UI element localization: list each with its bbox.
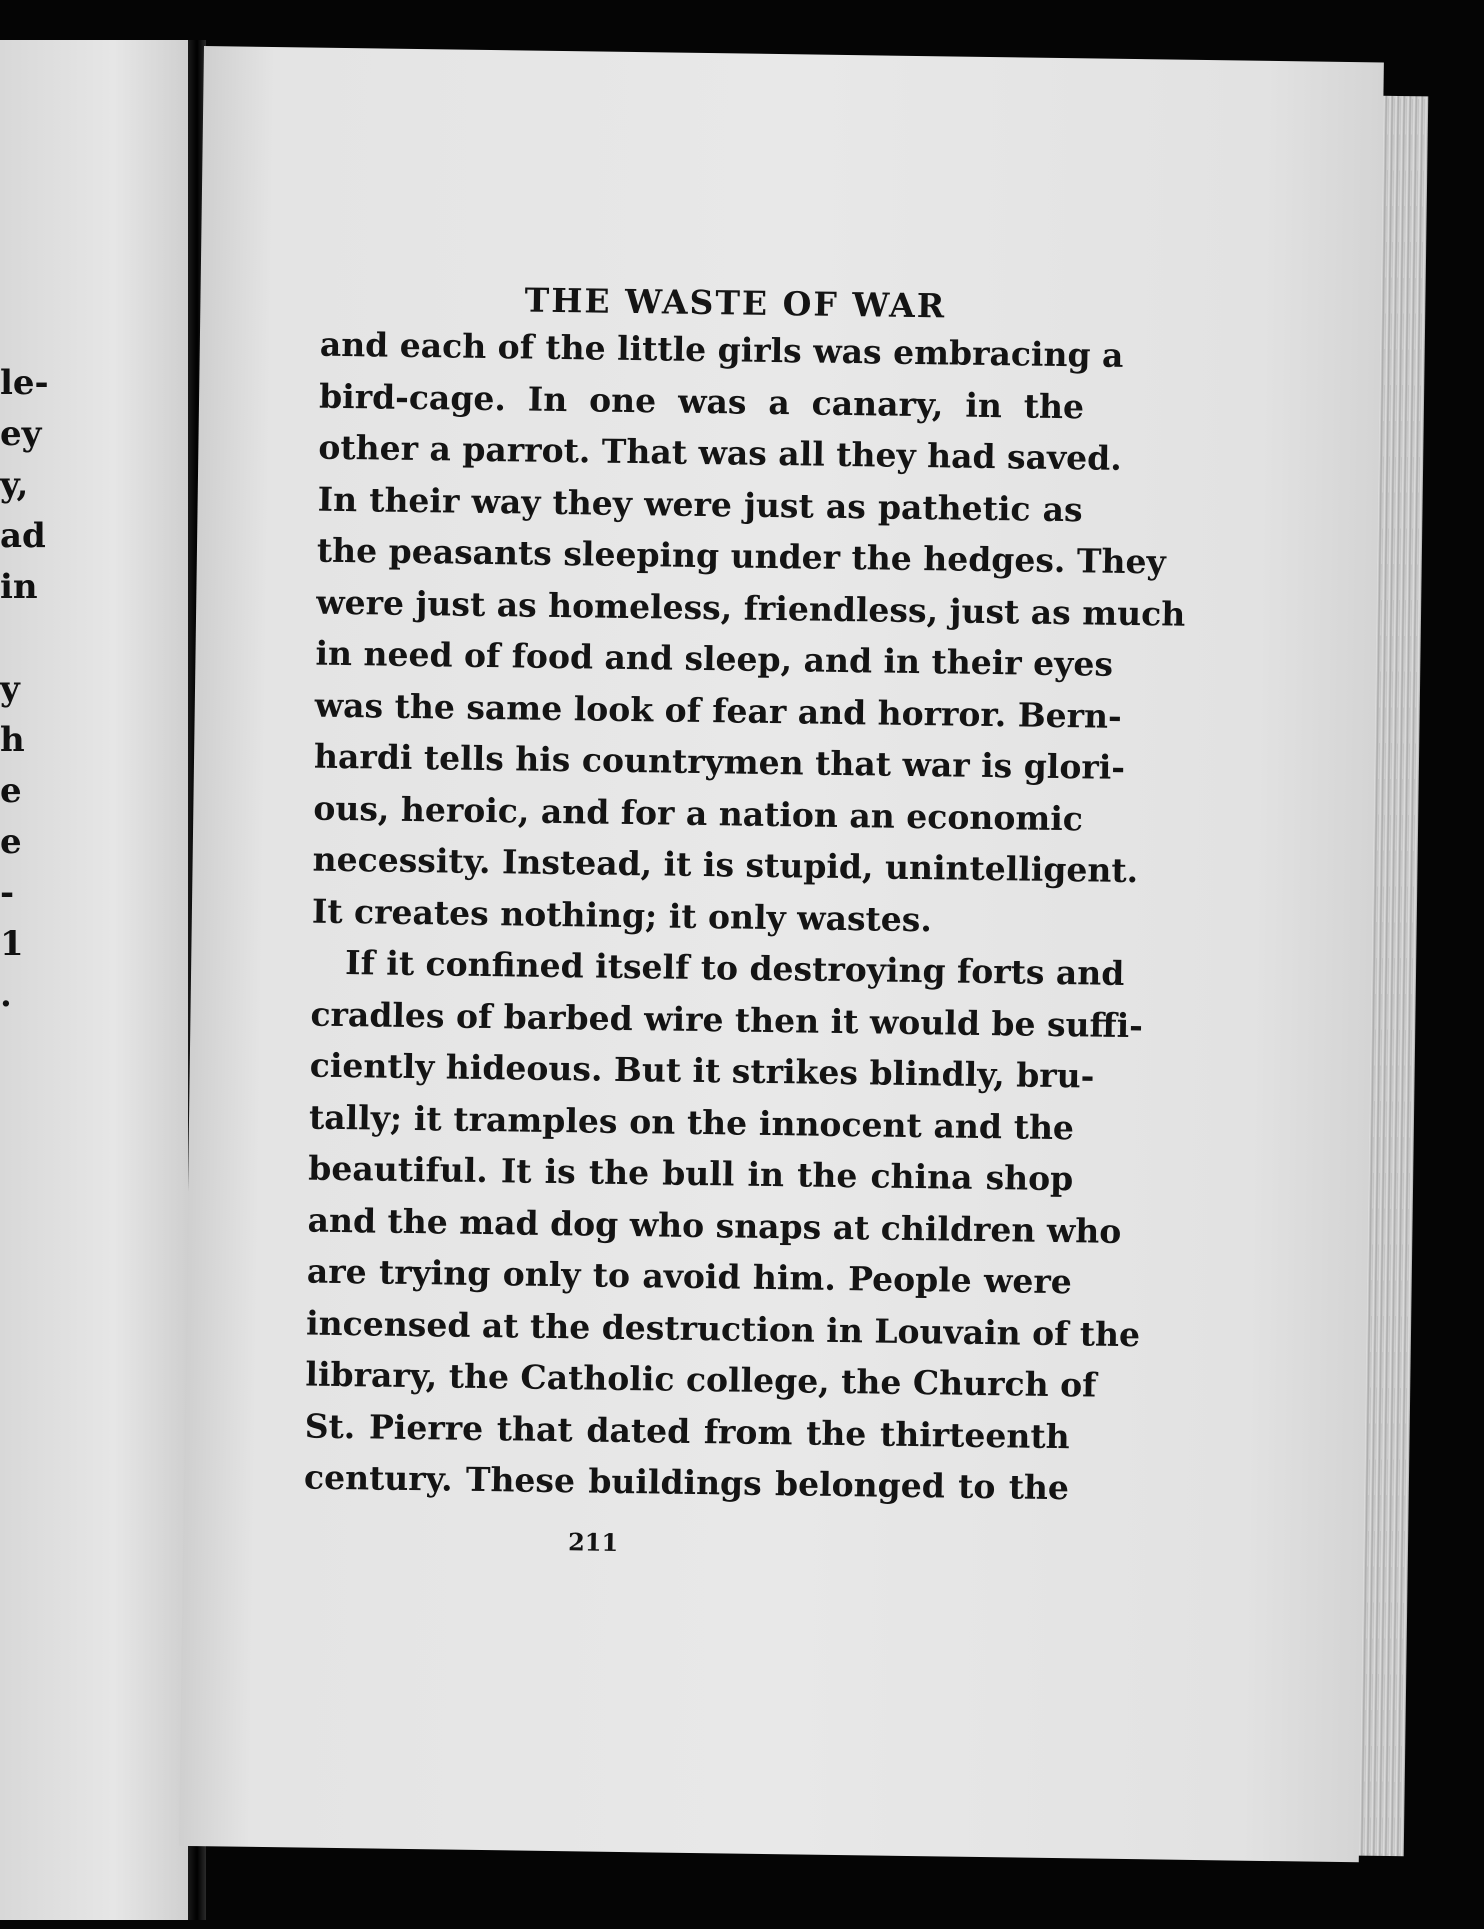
left-page — [0, 40, 190, 1920]
text-line: It creates nothing; it only wastes. — [311, 891, 933, 939]
running-head: THE WASTE OF WAR — [524, 280, 947, 326]
left-fragment: h — [0, 720, 25, 760]
left-fragment: e — [0, 822, 22, 862]
text-line: ciently hideous. But it strikes blindly, bru- — [309, 1045, 1095, 1096]
text-line: cradles of barbed wire then it would be suffi- — [310, 994, 1144, 1045]
text-line: and each of the little girls was embracing a — [319, 324, 1124, 375]
right-page — [179, 46, 1384, 1862]
left-fragment: ad — [0, 516, 46, 556]
left-fragment: - — [0, 873, 15, 913]
left-fragment: ey — [0, 414, 42, 454]
page-text-block — [303, 278, 1186, 1563]
text-line: necessity. Instead, it is stupid, unintelligent. — [312, 839, 1139, 891]
left-fragment: le- — [0, 363, 49, 403]
text-line: tally; it tramples on the innocent and the — [308, 1097, 1075, 1147]
left-fragment: e — [0, 771, 22, 811]
text-line: the peasants sleeping under the hedges. They — [316, 530, 1166, 582]
text-line: bird-cage. In one was a canary, in the — [318, 376, 1085, 426]
text-line: was the same look of fear and horror. Bern- — [314, 685, 1123, 736]
text-line: If it confined itself to destroying forts and — [344, 943, 1125, 993]
text-line: and the mad dog who snaps at children who — [307, 1200, 1122, 1251]
text-line: beautiful. It is the bull in the china shop — [308, 1148, 1074, 1199]
left-fragment: y, — [0, 465, 29, 505]
left-fragment: in — [0, 567, 38, 607]
text-line: ous, heroic, and for a nation an economic — [313, 788, 1084, 838]
text-line: In their way they were just as pathetic as — [317, 479, 1083, 529]
text-line: hardi tells his countrymen that war is glori- — [313, 736, 1126, 787]
left-fragment: . — [0, 975, 12, 1015]
text-line: library, the Catholic college, the Church of — [305, 1354, 1097, 1405]
left-fragment: 1 — [0, 924, 24, 964]
text-line: incensed at the destruction in Louvain of the — [305, 1303, 1141, 1354]
text-line: century. These buildings belonged to the — [303, 1457, 1070, 1508]
left-fragment — [0, 613, 49, 664]
left-fragment: y — [0, 669, 20, 709]
text-line: are trying only to avoid him. People were — [306, 1251, 1073, 1302]
text-line: other a parrot. That was all they had saved. — [318, 427, 1123, 478]
text-line: in need of food and sleep, and in their eyes — [315, 633, 1114, 684]
text-line: were just as homeless, friendless, just as much — [315, 582, 1186, 634]
left-page-text — [0, 358, 49, 1021]
text-line: St. Pierre that dated from the thirteenth — [304, 1406, 1070, 1456]
page-number: 211 — [567, 1526, 619, 1557]
